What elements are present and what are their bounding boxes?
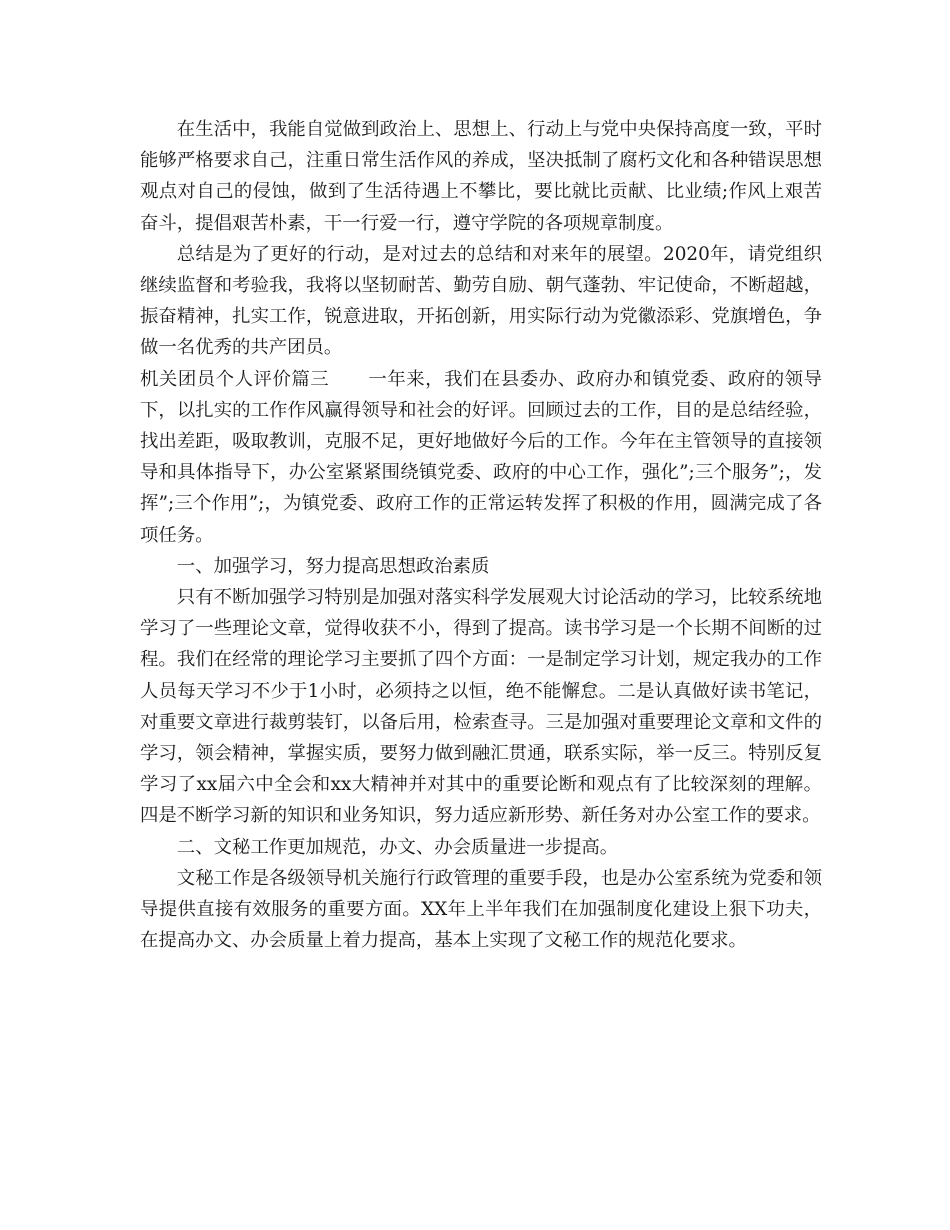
document-body (140, 114, 822, 956)
subheading-secretarial: 二、文秘工作更加规范，办文、办会质量进一步提高。 (176, 836, 619, 858)
paragraph-study: 只有不断加强学习特别是加强对落实科学发展观大讨论活动的学习，比较系统地学习了一些理论文章，觉得收获不小，得到了提高。读书学习是一个长期不间断的过程。我们在经常的理论学习主要抓了四个方面：一是制定学习计划，规定我办的工作人员每天学习不少于1小时，必须持之以恒，绝不能懈怠。二是认真做好读书笔记，对重要文章进行裁剪装钉，以备后用，检索查寻。三是加强对重要理论文章和文件的学习，领会精神，掌握实质，要努力做到融汇贯通，联系实际，举一反三。特别反复学习了xx届六中全会和xx大精神并对其中的重要论断和观点有了比较深刻的理解。四是不断学习新的知识和业务知识，努力适应新形势、新任务对办公室工作的要求。 (140, 587, 822, 827)
paragraph-life-conduct: 在生活中，我能自觉做到政治上、思想上、行动上与党中央保持高度一致，平时能够严格要求自己，注重日常生活作风的养成，坚决抵制了腐朽文化和各种错误思想观点对自己的侵蚀，做到了生活待遇上不攀比，要比就比贡献、比业绩;作风上艰苦奋斗，提倡艰苦朴素，干一行爱一行，遵守学院的各项规章制度。 (140, 119, 822, 234)
section-heading: 机关团员个人评价篇三 (140, 368, 330, 390)
paragraph-part-three (140, 364, 822, 551)
paragraph-summary-outlook: 总结是为了更好的行动，是对过去的总结和对来年的展望。2020年，请党组织继续监督和考验我，我将以坚韧耐苦、勤劳自励、朝气蓬勃、牢记使命，不断超越，振奋精神，扎实工作，锐意进取，开拓创新，用实际行动为党徽添彩、党旗增色，争做一名优秀的共产团员。 (140, 243, 822, 359)
paragraph-part-three-text: 一年来，我们在县委办、政府办和镇党委、政府的领导下，以扎实的工作作风赢得领导和社会的好评。回顾过去的工作，目的是总结经验，找出差距，吸取教训，克服不足，更好地做好今后的工作。今年在主管领导的直接领导和具体指导下，办公室紧紧围绕镇党委、政府的中心工作，强化”;三个服务”;，发挥”;三个作用”;，为镇党委、政府工作的正常运转发挥了积极的作用，圆满完成了各项任务。 (140, 368, 822, 546)
paragraph-secretarial: 文秘工作是各级领导机关施行行政管理的重要手段，也是办公室系统为党委和领导提供直接有效服务的重要方面。XX年上半年我们在加强制度化建设上狠下功夫，在提高办文、办会质量上着力提高，基本上实现了文秘工作的规范化要求。 (140, 867, 822, 952)
subheading-study: 一、加强学习，努力提高思想政治素质 (176, 555, 490, 577)
